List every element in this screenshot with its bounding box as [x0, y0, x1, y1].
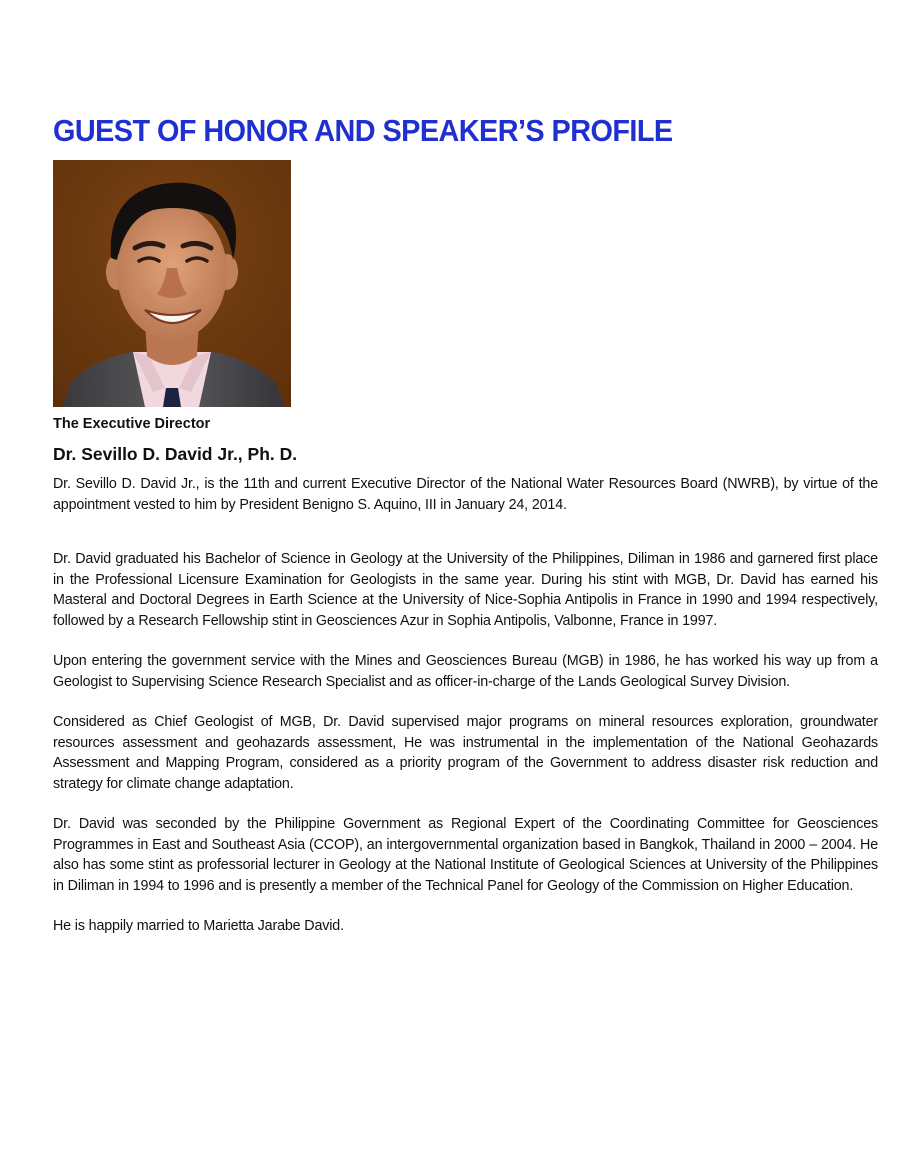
profile-paragraph-2: Dr. David graduated his Bachelor of Science in Geology at the University of the Philippines, Diliman in 1986 and garnered first place in the Professional Licensure Examination for Geologists in the same year. During his stint with MGB, Dr. David has earned his Masteral and Doctoral Degrees in Earth Science at the University of Nice-Sophia Antipolis in France in 1990 and 1994 respectively, followed by a Research Fellowship stint in Geosciences Azur in Sophia Antipolis, Valbonne, France in 1997. — [53, 551, 878, 629]
profile-paragraph-5: Dr. David was seconded by the Philippine Government as Regional Expert of the Coordinating Committee for Geosciences Programmes in East and Southeast Asia (CCOP), an intergovernmental organization based in Bangkok, Thailand in 2000 – 2004. He also has some stint as professorial lecturer in Geology at the National Institute of Geological Sciences at University of the Philippines in Diliman in 1994 to 1996 and is presently a member of the Technical Panel for Geology of the Commission on Higher Education. — [53, 816, 878, 894]
profile-paragraph-3: Upon entering the government service with the Mines and Geosciences Bureau (MGB) in 1986, he has worked his way up from a Geologist to Supervising Science Research Specialist and as officer-in-charge of the Lands Geological Survey Division. — [53, 653, 878, 690]
page-title: GUEST OF HONOR AND SPEAKER’S PROFILE — [53, 113, 673, 148]
profile-body — [53, 474, 878, 937]
speaker-role: The Executive Director — [53, 416, 211, 432]
portrait-photo — [53, 160, 291, 407]
speaker-name: Dr. Sevillo D. David Jr., Ph. D. — [53, 444, 298, 464]
profile-paragraph-6: He is happily married to Marietta Jarabe David. — [53, 918, 344, 934]
profile-paragraph-1: Dr. Sevillo D. David Jr., is the 11th and current Executive Director of the National Water Resources Board (NWRB), by virtue of the appointment vested to him by President Benigno S. Aquino, III in January 24, 2014. — [53, 476, 878, 513]
profile-paragraph-4: Considered as Chief Geologist of MGB, Dr. David supervised major programs on mineral resources exploration, groundwater resources assessment and geohazards assessment, He was instrumental in the implementation of the National Geohazards Assessment and Mapping Program, considered as a priority program of the Government to address disaster risk reduction and strategy for climate change adaptation. — [53, 714, 878, 792]
